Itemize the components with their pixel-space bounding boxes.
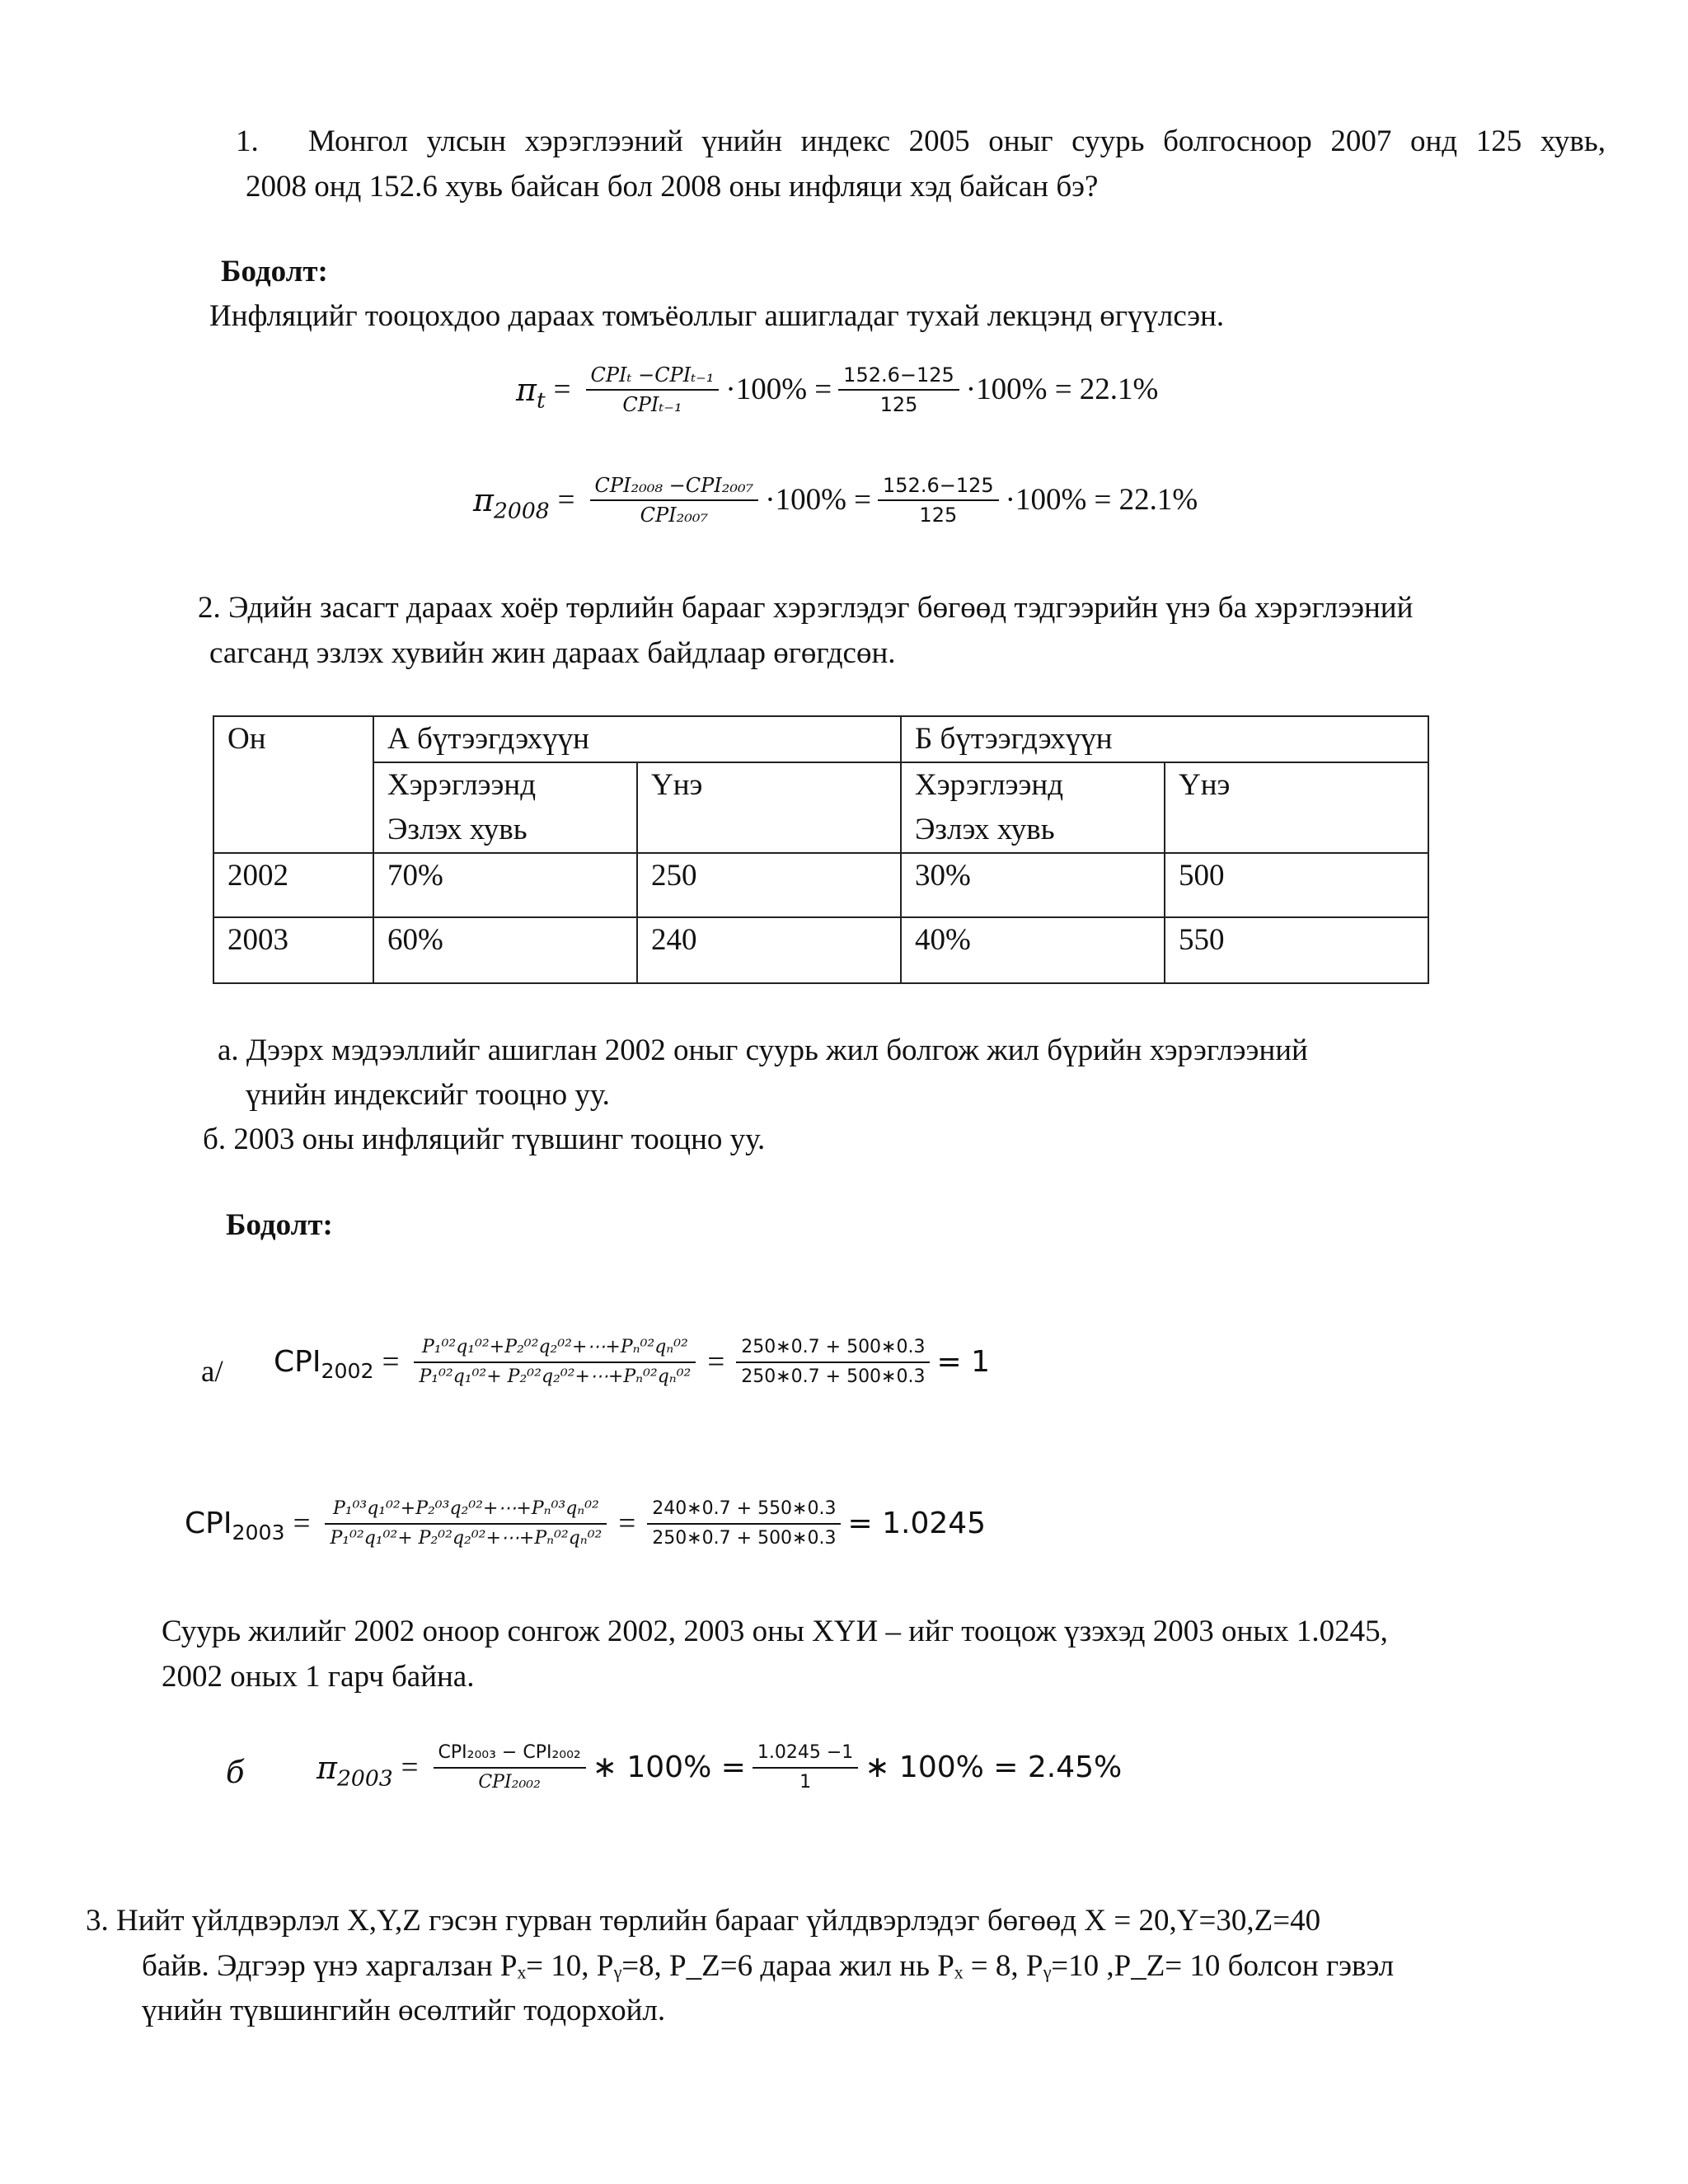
table-cell-year: 2003: [213, 917, 373, 983]
problem3-text-line3: үнийн түвшингийн өсөлтийг тодорхойл.: [142, 1994, 666, 2027]
problem2-task-a-line1: а. Дээрх мэдээллийг ашиглан 2002 оныг суурь жил болгож жил бүрийн хэрэглээний: [218, 1033, 1308, 1067]
table-row: [213, 917, 1428, 983]
table-cell-a-share: 60%: [373, 917, 637, 983]
table-cell-a-share: 70%: [373, 853, 637, 917]
inflation-2003-formula: $\pi_{2003}$ = $\frac{\text{CPI₂₀₀₃ − CPI₂₀₀₂}}{\text{CPI₂₀₀₂}}$ ∗ 100% = $\frac{1.0245 -1}{1}$ ∗ 100% = 2.45%: [316, 1742, 1123, 1793]
problem2-conclusion-line2: 2002 оных 1 гарч байна.: [162, 1660, 475, 1694]
problem1-solution-heading: Бодолт:: [221, 255, 328, 288]
table-header-product-b: Б бүтээгдэхүүн: [901, 716, 1428, 762]
problem2-task-b: б. 2003 оны инфляцийг түвшинг тооцно уу.: [203, 1122, 766, 1156]
table-cell-b-share: 30%: [901, 853, 1165, 917]
table-cell-b-price: 550: [1165, 917, 1428, 983]
table-cell-b-price: 500: [1165, 853, 1428, 917]
problem3-text-line1: 3. Нийт үйлдвэрлэл X,Y,Z гэсэн гурван төрлийн барааг үйлдвэрлэдэг бөгөөд X = 20,Y=30,Z=40: [86, 1904, 1321, 1938]
problem1-text-line1: Монгол улсын хэрэглээний үнийн индекс 2005 оныг суурь болгосноор 2007 онд 125 хувь,: [308, 124, 1606, 158]
eq-b-label: б: [226, 1755, 245, 1790]
table-header-b-price: Үнэ: [1165, 762, 1428, 853]
table-cell-year: 2002: [213, 853, 373, 917]
table-header-a-price: Үнэ: [637, 762, 901, 853]
inflation-formula-2008: $\pi_{2008}$ = $\frac{\text{CPI₂₀₀₈ −CPI₂₀₀₇}}{\text{CPI₂₀₀₇}}$ ·100% = $\frac{152.6-125}{125}$ ·100% = 22.1%: [473, 474, 1198, 527]
table-row: [213, 762, 1428, 853]
price-share-table: [213, 715, 1429, 984]
problem1-number: 1.: [236, 124, 259, 158]
table-cell-b-share: 40%: [901, 917, 1165, 983]
problem2-task-a-line2: үнийн индексийг тооцно уу.: [246, 1078, 610, 1112]
eq-a-label: а/: [201, 1355, 223, 1389]
table-cell-a-price: 250: [637, 853, 901, 917]
cpi-2003-formula: $CPI_{2003}$ = $\frac{\text{P₁⁰³q₁⁰²+P₂⁰³q₂⁰²+⋯+Pₙ⁰³qₙ⁰²}}{\text{P₁⁰²q₁⁰²+ P₂⁰²q₂⁰²+⋯+Pₙ⁰²qₙ⁰²}}$ = $\frac{240∗0.7 + 550∗0.3}{250∗0.7 + 500∗0.3}$ = 1.0245: [185, 1498, 987, 1549]
table-cell-a-price: 240: [637, 917, 901, 983]
problem3-text-line2: байв. Эдгээр үнэ харгалзан Pₓ= 10, Pᵧ=8, P_Z=6 дараа жил нь Pₓ = 8, Pᵧ=10 ,P_Z= 10 болсон гэвэл: [142, 1949, 1395, 1983]
table-row: [213, 716, 1428, 762]
problem2-text-line1: 2. Эдийн засагт дараах хоёр төрлийн барааг хэрэглэдэг бөгөөд тэдгээрийн үнэ ба хэрэглээний: [198, 591, 1414, 625]
problem1-solution-intro: Инфляцийг тооцохдоо дараах томъёоллыг ашигладаг тухай лекцэнд өгүүлсэн.: [209, 299, 1225, 333]
table-header-b-share: Хэрэглээнд Эзлэх хувь: [901, 762, 1165, 853]
table-row: [213, 853, 1428, 917]
cpi-2002-formula: $CPI_{2002}$ = $\frac{\text{P₁⁰²q₁⁰²+P₂⁰²q₂⁰²+⋯+Pₙ⁰²qₙ⁰²}}{\text{P₁⁰²q₁⁰²+ P₂⁰²q₂⁰²+⋯+Pₙ⁰²qₙ⁰²}}$ = $\frac{250∗0.7 + 500∗0.3}{250∗0.7 + 500∗0.3}$ = 1: [274, 1337, 990, 1387]
problem1-text-line2: 2008 онд 152.6 хувь байсан бол 2008 оны инфляци хэд байсан бэ?: [246, 170, 1099, 204]
problem2-text-line2: сагсанд эзлэх хувийн жин дараах байдлаар өгөгдсөн.: [209, 636, 896, 670]
table-header-year: Он: [213, 716, 373, 853]
inflation-formula-general: $\pi_t$ = $\frac{\text{CPIₜ −CPIₜ₋₁}}{\text{CPIₜ₋₁}}$ ·100% = $\frac{152.6-125}{125}$ ·100% = 22.1%: [516, 363, 1159, 416]
table-header-product-a: А бүтээгдэхүүн: [373, 716, 901, 762]
table-header-a-share: Хэрэглээнд Эзлэх хувь: [373, 762, 637, 853]
problem2-conclusion-line1: Суурь жилийг 2002 оноор сонгож 2002, 2003 оны ХҮИ – ийг тооцож үзэхэд 2003 оных 1.0245,: [162, 1615, 1388, 1648]
problem2-solution-heading: Бодолт:: [226, 1208, 333, 1242]
